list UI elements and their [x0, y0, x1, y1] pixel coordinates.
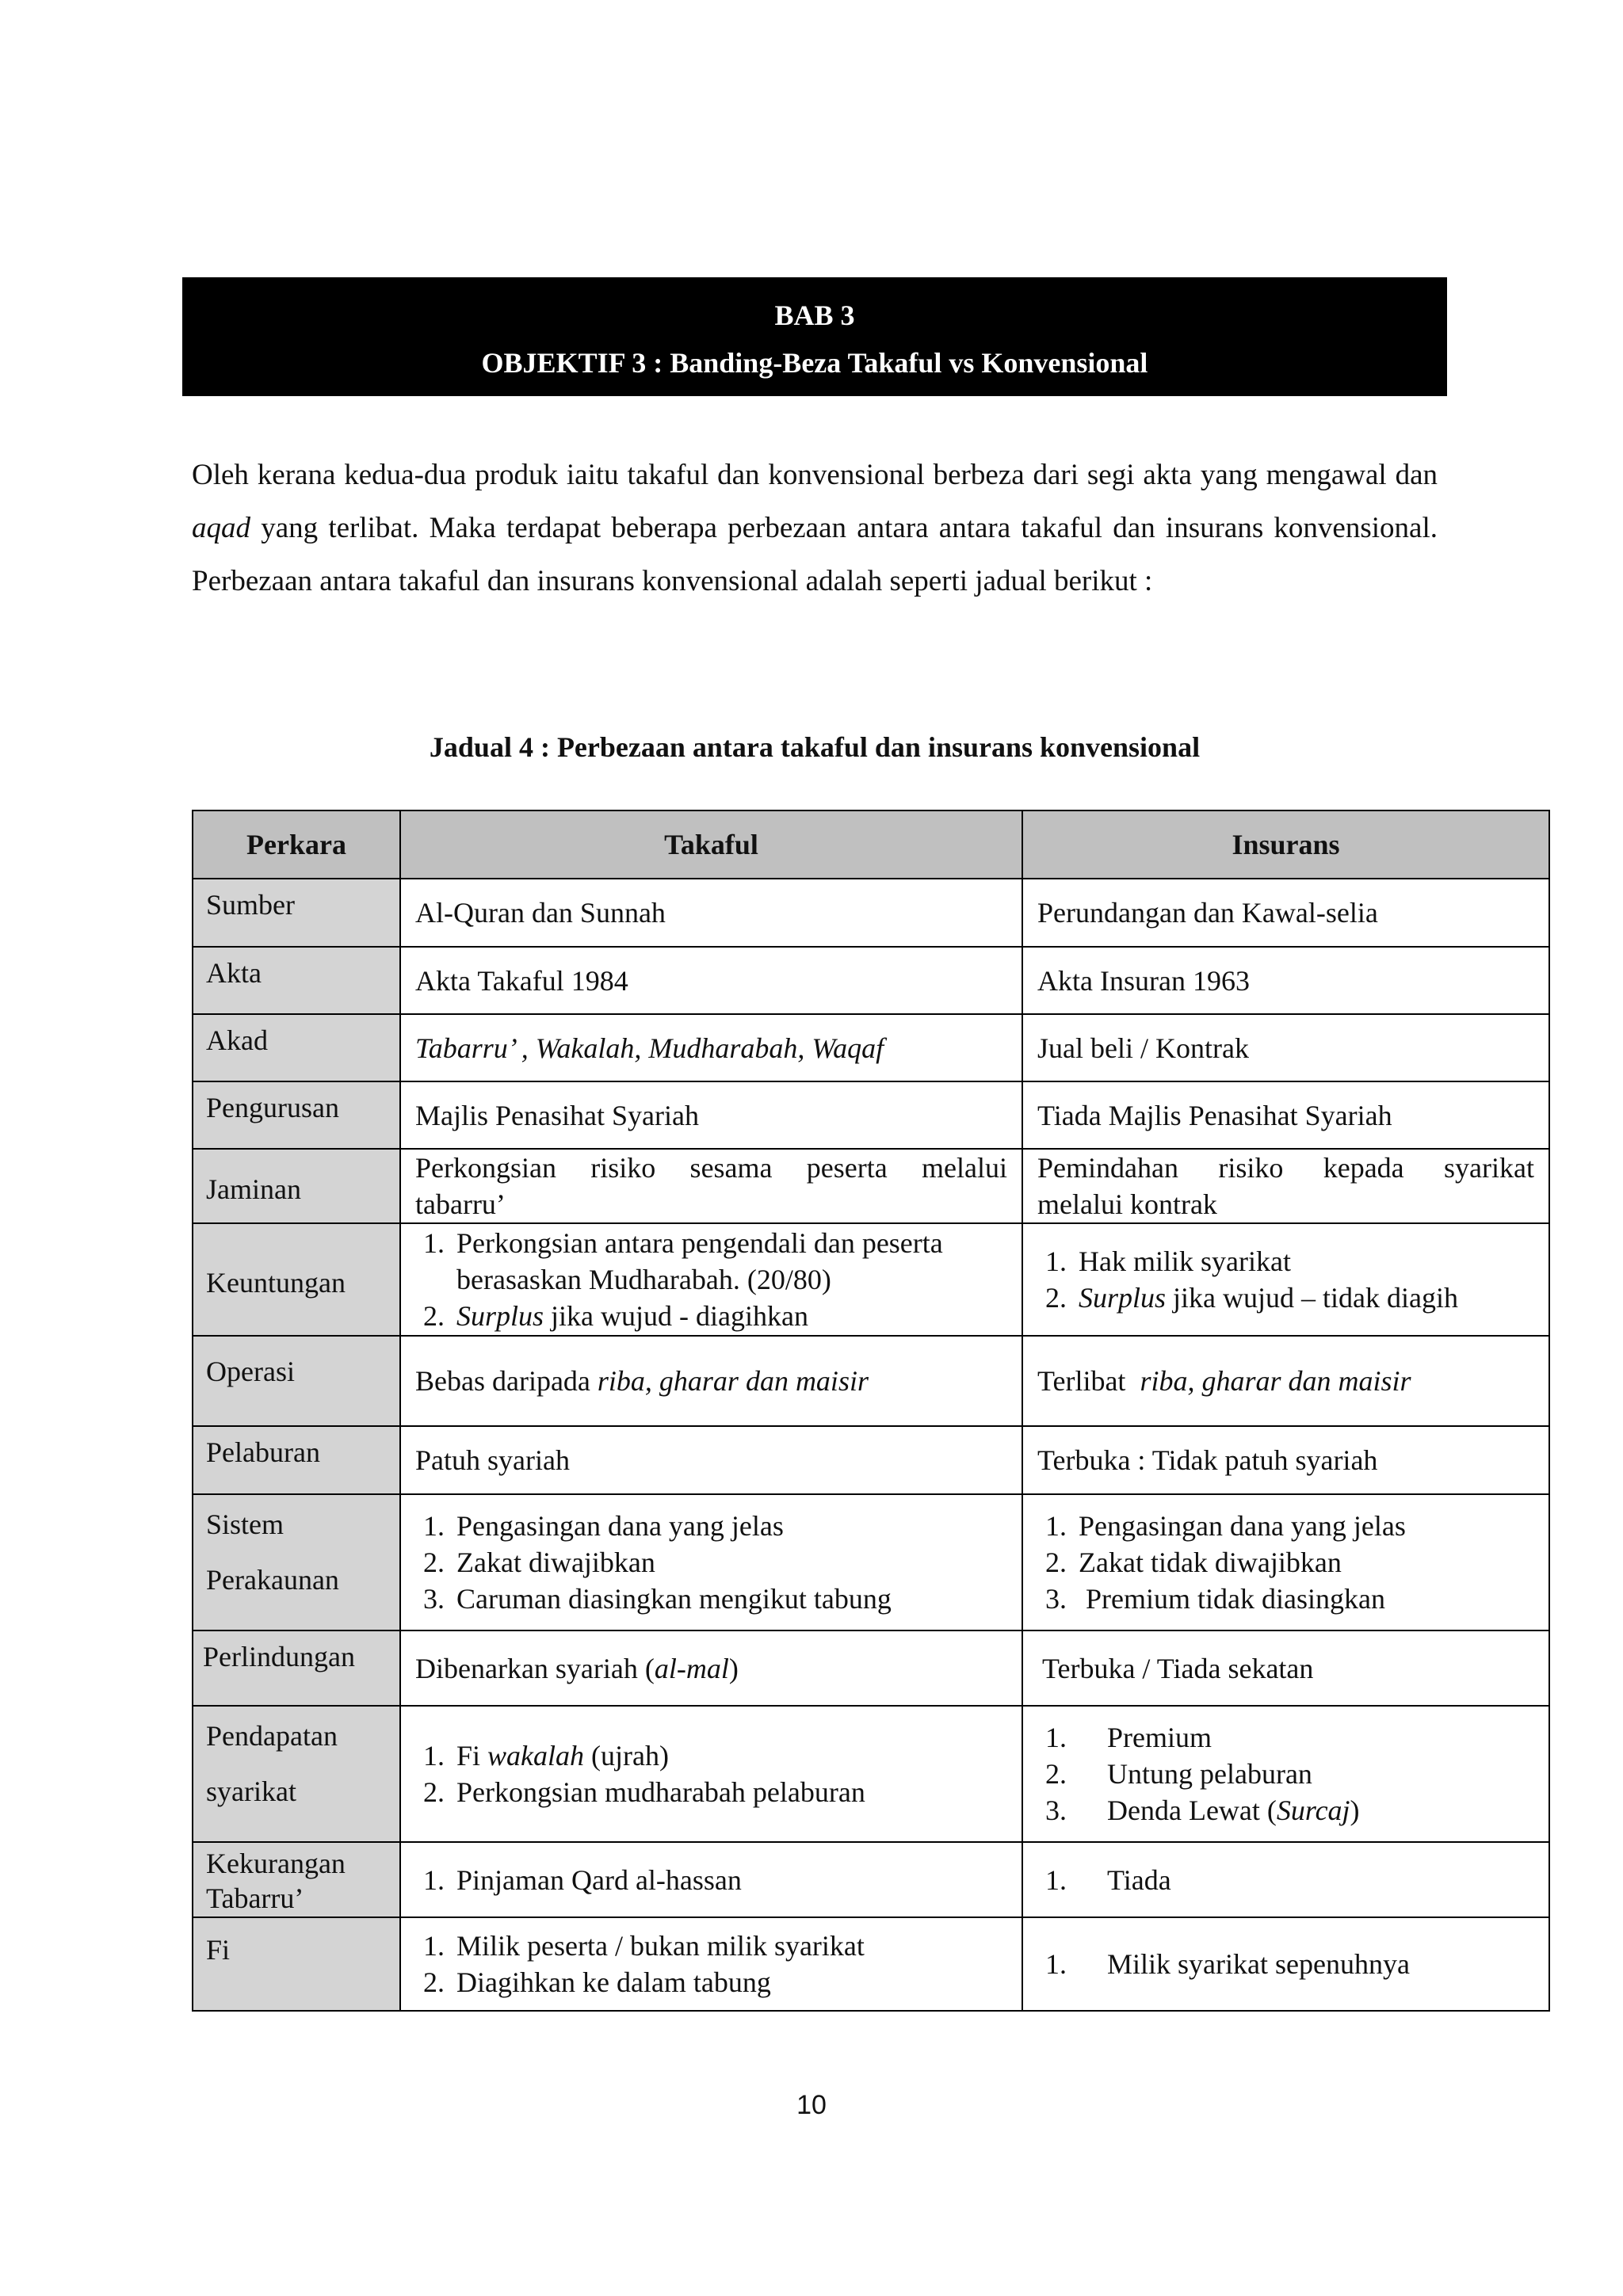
- list-item: [452, 1737, 1007, 1774]
- table-row: [193, 1336, 1549, 1426]
- list-item: 1. Tiada: [1074, 1862, 1534, 1898]
- insurans-list: [1037, 1243, 1534, 1316]
- cell-insurans: [1022, 879, 1549, 947]
- row-label: Pengurusan: [193, 1081, 400, 1149]
- table-row: [193, 1149, 1549, 1223]
- cell-takaful: [400, 1426, 1022, 1494]
- insurans-list: [1037, 1862, 1534, 1898]
- list-item: [1074, 1280, 1534, 1316]
- list-item: 2. Diagihkan ke dalam tabung: [452, 1964, 1007, 2000]
- cell-insurans: [1022, 1223, 1549, 1336]
- cell-takaful: [400, 1917, 1022, 2011]
- cell-text: Majlis Penasihat Syariah: [415, 1099, 699, 1131]
- page-number: 10: [796, 2090, 827, 2120]
- list-item: 3. Caruman diasingkan mengikut tabung: [452, 1581, 1007, 1617]
- cell-takaful: [400, 1014, 1022, 1081]
- cell-takaful: [400, 1223, 1022, 1336]
- list-item: 1. Hak milik syarikat: [1074, 1243, 1534, 1280]
- table-header-row: [193, 810, 1549, 879]
- list-item: 1. Perkongsian antara pengendali dan peserta berasaskan Mudharabah. (20/80): [452, 1225, 1007, 1298]
- cell-insurans: [1022, 1014, 1549, 1081]
- cell-insurans: [1022, 1494, 1549, 1630]
- list-item: 2. Zakat tidak diwajibkan: [1074, 1544, 1534, 1581]
- table-row: [193, 1917, 1549, 2011]
- cell-em: al-mal: [654, 1652, 729, 1684]
- row-label: [193, 1842, 400, 1917]
- chapter-header: [182, 277, 1447, 396]
- cell-takaful: [400, 1336, 1022, 1426]
- item-text: Fi: [456, 1740, 488, 1772]
- cell-insurans: [1022, 1917, 1549, 2011]
- table-row: [193, 1706, 1549, 1842]
- cell-text: Terlibat: [1037, 1365, 1140, 1397]
- cell-text: Pemindahan risiko kepada syarikat: [1037, 1152, 1534, 1184]
- intro-paragraph: [192, 448, 1438, 608]
- list-item: 1. Pinjaman Qard al-hassan: [452, 1862, 1007, 1898]
- list-item: 2. Zakat diwajibkan: [452, 1544, 1007, 1581]
- table-row: [193, 879, 1549, 947]
- cell-text: Al-Quran dan Sunnah: [415, 897, 666, 929]
- header-takaful: Takaful: [400, 810, 1022, 879]
- list-item: [1074, 1792, 1534, 1829]
- cell-text: Perundangan dan Kawal-selia: [1037, 897, 1378, 929]
- cell-takaful: [400, 1630, 1022, 1706]
- cell-takaful: [400, 1842, 1022, 1917]
- takaful-list: [415, 1862, 1007, 1898]
- intro-text-2: yang terlibat. Maka terdapat beberapa perbezaan antara antara takaful dan insurans konvensional. Perbezaan antara takaful dan insurans konvensional adalah seperti jadual berikut :: [192, 512, 1438, 597]
- comparison-table: [192, 810, 1550, 2012]
- list-item: 1. Pengasingan dana yang jelas: [1074, 1508, 1534, 1544]
- cell-text: melalui kontrak: [1037, 1188, 1217, 1220]
- cell-insurans: [1022, 947, 1549, 1014]
- cell-takaful: [400, 1494, 1022, 1630]
- table-row: [193, 1842, 1549, 1917]
- label-line: Tabarru’: [206, 1882, 304, 1914]
- label-line: Sistem: [206, 1508, 285, 1540]
- cell-takaful: [400, 1706, 1022, 1842]
- list-item: 3. Premium tidak diasingkan: [1074, 1581, 1534, 1617]
- table-row: [193, 947, 1549, 1014]
- item-text: jika wujud - diagihkan: [544, 1300, 808, 1332]
- row-label: Jaminan: [193, 1149, 400, 1223]
- list-item: 1. Premium: [1074, 1719, 1534, 1756]
- cell-em: riba, gharar dan maisir: [597, 1365, 869, 1397]
- cell-insurans: [1022, 1706, 1549, 1842]
- list-item: 1. Pengasingan dana yang jelas: [452, 1508, 1007, 1544]
- row-label: Operasi: [193, 1336, 400, 1426]
- table-row: [193, 1426, 1549, 1494]
- intro-text-1: Oleh kerana kedua-dua produk iaitu takaful dan konvensional berbeza dari segi akta yang mengawal dan: [192, 459, 1438, 491]
- cell-takaful: [400, 879, 1022, 947]
- row-label: Keuntungan: [193, 1223, 400, 1336]
- row-label: Akta: [193, 947, 400, 1014]
- item-em: Surplus: [456, 1300, 544, 1332]
- table-caption: Jadual 4 : Perbezaan antara takaful dan insurans konvensional: [429, 731, 1201, 763]
- cell-takaful: [400, 1081, 1022, 1149]
- objective-title: OBJEKTIF 3 : Banding-Beza Takaful vs Konvensional: [481, 347, 1148, 379]
- row-label: Fi: [193, 1917, 400, 2011]
- list-item: [452, 1298, 1007, 1334]
- cell-insurans: [1022, 1336, 1549, 1426]
- takaful-list: [415, 1508, 1007, 1617]
- cell-takaful: [400, 947, 1022, 1014]
- list-item: 2. Untung pelaburan: [1074, 1756, 1534, 1792]
- chapter-label: BAB 3: [774, 299, 855, 331]
- label-line: Perakaunan: [206, 1564, 339, 1596]
- item-em: wakalah: [487, 1740, 585, 1772]
- header-perkara: Perkara: [193, 810, 400, 879]
- cell-text: Tiada Majlis Penasihat Syariah: [1037, 1099, 1392, 1131]
- list-item: 1. Milik syarikat sepenuhnya: [1074, 1946, 1534, 1982]
- cell-text: Terbuka : Tidak patuh syariah: [1037, 1444, 1378, 1476]
- cell-text: Perkongsian risiko sesama peserta melalui: [415, 1152, 1007, 1184]
- cell-text: Akta Takaful 1984: [415, 964, 628, 997]
- cell-text: tabarru’: [415, 1188, 506, 1220]
- label-line: syarikat: [206, 1775, 296, 1807]
- cell-text: Terbuka / Tiada sekatan: [1042, 1652, 1314, 1684]
- item-em: Surcaj: [1276, 1794, 1350, 1826]
- table-row: [193, 1494, 1549, 1630]
- insurans-list: [1037, 1946, 1534, 1982]
- row-label: [193, 1706, 400, 1842]
- item-text: Denda Lewat (: [1107, 1794, 1277, 1826]
- cell-text: Patuh syariah: [415, 1444, 570, 1476]
- cell-text: Dibenarkan syariah (: [415, 1652, 655, 1684]
- row-label: Sumber: [193, 879, 400, 947]
- label-line: Kekurangan: [206, 1848, 346, 1879]
- item-em: Surplus: [1079, 1282, 1167, 1314]
- row-label: [193, 1494, 400, 1630]
- cell-takaful: [400, 1149, 1022, 1223]
- item-text: jika wujud – tidak diagih: [1166, 1282, 1458, 1314]
- insurans-list: [1037, 1508, 1534, 1617]
- header-insurans: Insurans: [1022, 810, 1549, 879]
- table-row: [193, 1223, 1549, 1336]
- row-label: Pelaburan: [193, 1426, 400, 1494]
- cell-insurans: [1022, 1149, 1549, 1223]
- takaful-list: [415, 1225, 1007, 1334]
- cell-text: Tabarru’ , Wakalah, Mudharabah, Waqaf: [415, 1032, 884, 1064]
- row-label: Perlindungan: [193, 1630, 400, 1706]
- cell-em: riba, gharar dan maisir: [1140, 1365, 1411, 1397]
- list-item: 1. Milik peserta / bukan milik syarikat: [452, 1928, 1007, 1964]
- label-line: Pendapatan: [206, 1720, 338, 1752]
- cell-insurans: [1022, 1842, 1549, 1917]
- cell-insurans: [1022, 1426, 1549, 1494]
- takaful-list: [415, 1737, 1007, 1810]
- cell-text: ): [728, 1652, 739, 1684]
- cell-text: Akta Insuran 1963: [1037, 964, 1250, 997]
- intro-text-em: aqad: [192, 512, 250, 544]
- row-label: Akad: [193, 1014, 400, 1081]
- item-text: ): [1350, 1794, 1360, 1826]
- item-text: (ujrah): [584, 1740, 669, 1772]
- takaful-list: [415, 1928, 1007, 2000]
- cell-insurans: [1022, 1630, 1549, 1706]
- cell-text: Jual beli / Kontrak: [1037, 1032, 1249, 1064]
- insurans-list: [1037, 1719, 1534, 1829]
- cell-insurans: [1022, 1081, 1549, 1149]
- list-item: 2. Perkongsian mudharabah pelaburan: [452, 1774, 1007, 1810]
- table-row: [193, 1081, 1549, 1149]
- table-row: [193, 1014, 1549, 1081]
- table-row: [193, 1630, 1549, 1706]
- cell-text: Bebas daripada: [415, 1365, 598, 1397]
